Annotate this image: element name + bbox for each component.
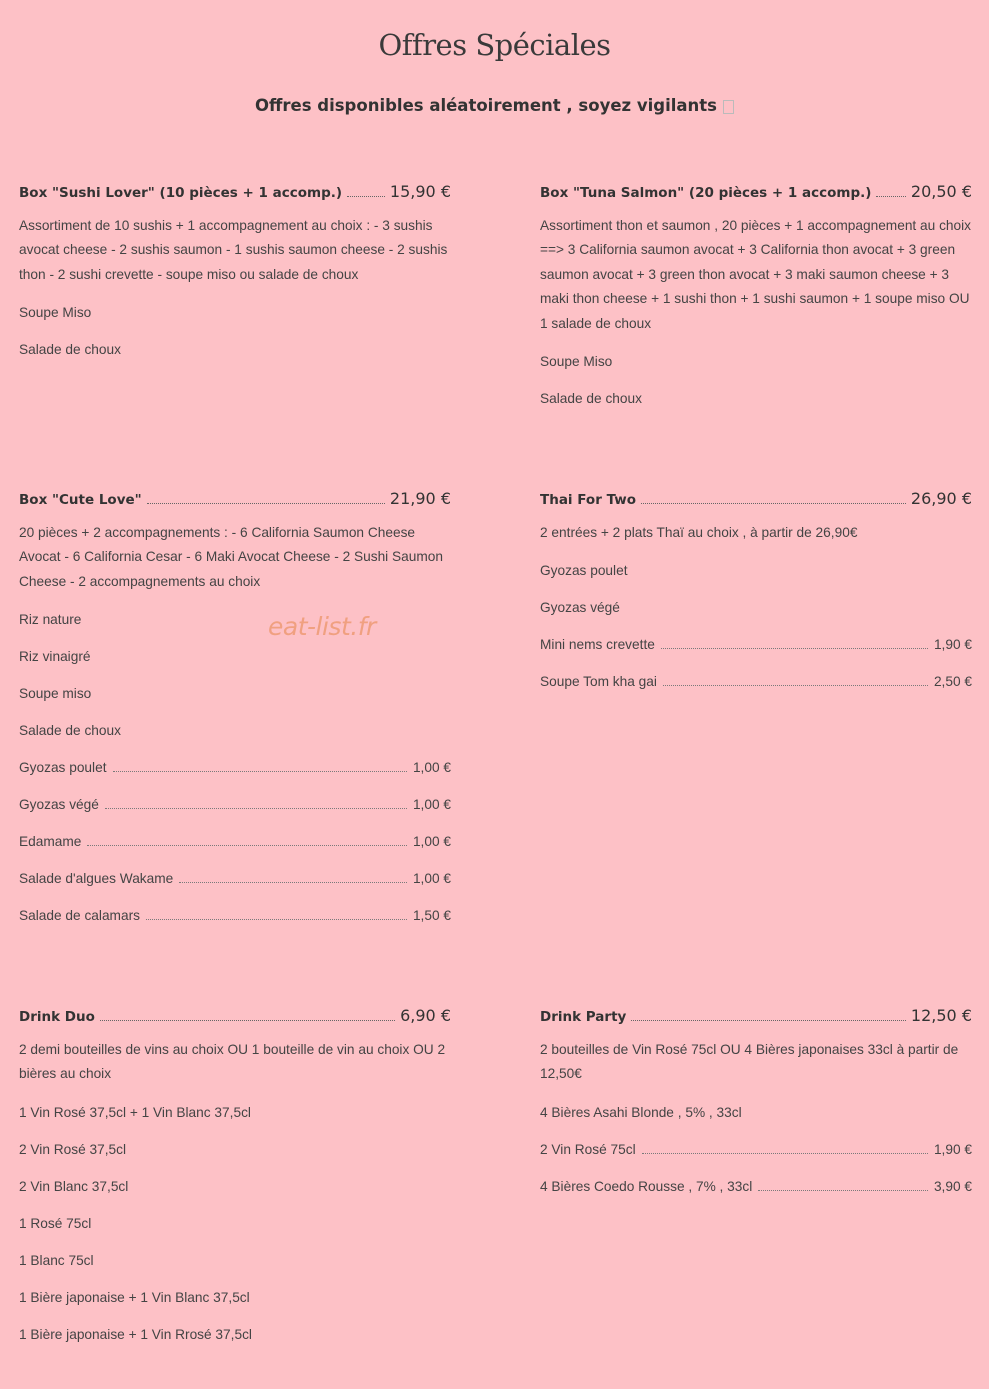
offer-description: Assortiment thon et saumon , 20 pièces + 1 accompagnement au choix ==> 3 California saumon avocat + 3 California thon avocat + 3 green saumon avocat + 3 green thon avocat + 3 maki saumon cheese + 3 maki thon cheese + 1 sushi thon + 1 sushi saumon + 1 soupe miso OU 1 salade de choux bbox=[540, 218, 972, 331]
option-label: Soupe Miso bbox=[19, 305, 92, 321]
offer-price: 6,90 € bbox=[400, 1006, 451, 1025]
option-item[interactable] bbox=[19, 1253, 451, 1272]
option-item[interactable] bbox=[540, 1142, 972, 1161]
offer-price: 12,50 € bbox=[910, 1006, 972, 1025]
offer-header[interactable] bbox=[540, 1006, 972, 1025]
option-label: 1 Rosé 75cl bbox=[19, 1215, 92, 1231]
option-label: Soupe Miso bbox=[540, 354, 613, 370]
offer-price: 20,50 € bbox=[910, 182, 972, 201]
page-title: Offres Spéciales bbox=[378, 28, 611, 62]
option-label: 1 Blanc 75cl bbox=[19, 1252, 94, 1268]
option-price: 1,90 € bbox=[933, 1141, 972, 1157]
option-label: Edamame bbox=[19, 834, 82, 850]
offer-header[interactable] bbox=[540, 182, 972, 201]
option-item[interactable] bbox=[19, 1105, 451, 1124]
option-item[interactable] bbox=[19, 871, 451, 890]
option-item[interactable] bbox=[540, 1179, 972, 1198]
offer-price: 15,90 € bbox=[389, 182, 451, 201]
option-item[interactable] bbox=[19, 760, 451, 779]
offer-cute-love bbox=[19, 489, 451, 927]
option-label: 1 Bière japonaise + 1 Vin Blanc 37,5cl bbox=[19, 1289, 250, 1305]
option-label: Salade de choux bbox=[19, 342, 121, 358]
option-label: Gyozas végé bbox=[540, 600, 620, 616]
option-item[interactable] bbox=[19, 1327, 451, 1346]
offer-description: 20 pièces + 2 accompagnements : - 6 California Saumon Cheese Avocat - 6 California Cesar - 6 Maki Avocat Cheese - 2 Sushi Saumon Cheese - 2 accompagnements au choix bbox=[19, 525, 444, 589]
option-item[interactable] bbox=[19, 1290, 451, 1309]
option-price: 1,90 € bbox=[933, 637, 972, 653]
option-label: Salade de choux bbox=[540, 391, 642, 407]
leader-dots bbox=[146, 919, 407, 920]
option-item[interactable] bbox=[540, 391, 972, 410]
leader-dots bbox=[87, 845, 407, 846]
offer-description: 2 entrées + 2 plats Thaï au choix , à partir de 26,90€ bbox=[540, 525, 858, 540]
leader-dots bbox=[876, 196, 905, 197]
option-item[interactable] bbox=[19, 1216, 451, 1235]
option-label: Soupe Tom kha gai bbox=[540, 674, 657, 690]
offer-name: Thai For Two bbox=[540, 492, 637, 508]
option-item[interactable] bbox=[540, 674, 972, 693]
option-label: Gyozas poulet bbox=[19, 760, 107, 776]
option-label: 2 Vin Rosé 75cl bbox=[540, 1141, 636, 1157]
offer-drink-duo bbox=[19, 1006, 451, 1346]
option-item[interactable] bbox=[540, 1105, 972, 1124]
option-price: 1,00 € bbox=[412, 834, 451, 850]
option-price: 1,50 € bbox=[412, 908, 451, 924]
leader-dots bbox=[758, 1190, 928, 1191]
option-price: 1,00 € bbox=[412, 797, 451, 813]
leader-dots bbox=[147, 503, 385, 504]
offer-name: Box "Cute Love" bbox=[19, 492, 142, 508]
option-price: 3,90 € bbox=[933, 1178, 972, 1194]
missing-glyph-icon bbox=[723, 100, 734, 114]
option-label: Mini nems crevette bbox=[540, 637, 655, 653]
offer-sushi-lover bbox=[19, 182, 451, 361]
leader-dots bbox=[113, 771, 407, 772]
option-label: Gyozas végé bbox=[19, 797, 99, 813]
option-item[interactable] bbox=[540, 354, 972, 373]
option-label: Salade d'algues Wakame bbox=[19, 871, 174, 887]
option-price: 2,50 € bbox=[933, 674, 972, 690]
offer-header[interactable] bbox=[19, 489, 451, 508]
offer-drink-party bbox=[540, 1006, 972, 1198]
leader-dots bbox=[661, 648, 928, 649]
option-item[interactable] bbox=[19, 305, 451, 324]
option-label: 2 Vin Blanc 37,5cl bbox=[19, 1178, 129, 1194]
offer-description: Assortiment de 10 sushis + 1 accompagnement au choix : - 3 sushis avocat cheese - 2 sushis saumon - 1 sushis saumon cheese - 2 sushis thon - 2 sushi crevette - soupe miso ou salade de choux bbox=[19, 218, 448, 282]
option-item[interactable] bbox=[19, 649, 451, 668]
option-item[interactable] bbox=[19, 908, 451, 927]
offer-header[interactable] bbox=[540, 489, 972, 508]
option-label: 2 Vin Rosé 37,5cl bbox=[19, 1141, 127, 1157]
offer-tuna-salmon bbox=[540, 182, 972, 410]
watermark: eat-list.fr bbox=[268, 612, 376, 641]
option-item[interactable] bbox=[19, 1179, 451, 1198]
offer-header[interactable] bbox=[19, 1006, 451, 1025]
leader-dots bbox=[105, 808, 407, 809]
option-item[interactable] bbox=[19, 797, 451, 816]
option-label: Riz nature bbox=[19, 612, 82, 628]
option-price: 1,00 € bbox=[412, 760, 451, 776]
offer-thai-for-two bbox=[540, 489, 972, 693]
option-label: 4 Bières Asahi Blonde , 5% , 33cl bbox=[540, 1104, 742, 1120]
option-label: 4 Bières Coedo Rousse , 7% , 33cl bbox=[540, 1178, 753, 1194]
option-label: 1 Vin Rosé 37,5cl + 1 Vin Blanc 37,5cl bbox=[19, 1104, 251, 1120]
leader-dots bbox=[642, 1153, 928, 1154]
leader-dots bbox=[631, 1020, 906, 1021]
leader-dots bbox=[100, 1020, 395, 1021]
offer-name: Drink Duo bbox=[19, 1009, 95, 1025]
option-label: Soupe miso bbox=[19, 686, 92, 702]
option-item[interactable] bbox=[19, 612, 451, 631]
offer-header[interactable] bbox=[19, 182, 451, 201]
offer-name: Box "Sushi Lover" (10 pièces + 1 accomp.) bbox=[19, 185, 343, 201]
page-subtitle bbox=[0, 96, 989, 115]
option-label: Salade de calamars bbox=[19, 908, 140, 924]
offer-description: 2 demi bouteilles de vins au choix OU 1 bouteille de vin au choix OU 2 bières au choix bbox=[19, 1042, 446, 1082]
option-item[interactable] bbox=[540, 563, 972, 582]
option-label: 1 Bière japonaise + 1 Vin Rrosé 37,5cl bbox=[19, 1326, 252, 1342]
offer-name: Box "Tuna Salmon" (20 pièces + 1 accomp.) bbox=[540, 185, 872, 201]
subtitle-text: Offres disponibles aléatoirement , soyez vigilants bbox=[254, 96, 718, 115]
leader-dots bbox=[663, 685, 928, 686]
option-item[interactable] bbox=[19, 342, 451, 361]
option-item[interactable] bbox=[19, 834, 451, 853]
option-item[interactable] bbox=[540, 600, 972, 619]
option-item[interactable] bbox=[19, 686, 451, 705]
option-label: Gyozas poulet bbox=[540, 563, 628, 579]
offer-price: 21,90 € bbox=[389, 489, 451, 508]
option-label: Salade de choux bbox=[19, 723, 121, 739]
offer-description: 2 bouteilles de Vin Rosé 75cl OU 4 Bières japonaises 33cl à partir de 12,50€ bbox=[540, 1042, 959, 1082]
offer-price: 26,90 € bbox=[910, 489, 972, 508]
option-item[interactable] bbox=[540, 637, 972, 656]
leader-dots bbox=[641, 503, 906, 504]
offer-name: Drink Party bbox=[540, 1009, 627, 1025]
leader-dots bbox=[179, 882, 407, 883]
option-price: 1,00 € bbox=[412, 871, 451, 887]
option-item[interactable] bbox=[19, 1142, 451, 1161]
option-item[interactable] bbox=[19, 723, 451, 742]
option-label: Riz vinaigré bbox=[19, 649, 91, 665]
leader-dots bbox=[347, 196, 385, 197]
